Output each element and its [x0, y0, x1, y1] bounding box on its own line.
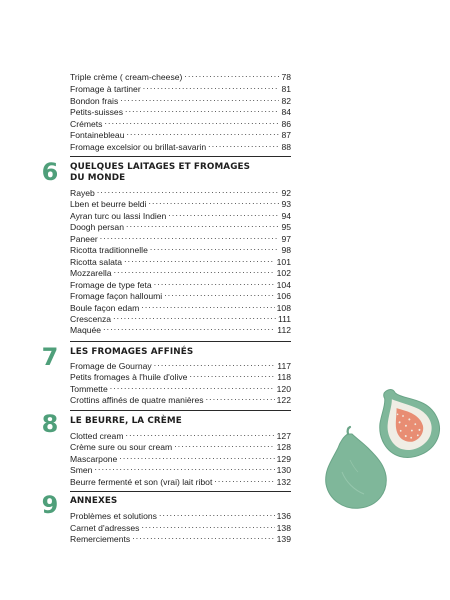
- leader-dots: [184, 69, 279, 80]
- toc-entry[interactable]: [70, 439, 291, 450]
- entry-page: 78: [281, 72, 291, 82]
- entry-title: Remerciements: [70, 534, 131, 544]
- leader-dots: [103, 322, 275, 333]
- entry-title: Crème sure ou sour cream: [70, 442, 173, 452]
- toc-entry[interactable]: [70, 69, 291, 80]
- entry-page: 127: [276, 431, 291, 441]
- chapter-title[interactable]: LES FROMAGES AFFINÉS: [70, 347, 194, 357]
- entry-page: 112: [277, 325, 291, 335]
- toc-entry[interactable]: [70, 139, 291, 150]
- entry-title: Crottins affinés de quatre manières: [70, 395, 204, 405]
- leader-dots: [143, 81, 280, 92]
- leader-dots: [100, 231, 280, 242]
- leader-dots: [154, 358, 276, 369]
- chapter-divider: [70, 491, 291, 492]
- toc-entry[interactable]: [70, 81, 291, 92]
- leader-dots: [148, 196, 279, 207]
- chapter-divider: [70, 156, 291, 157]
- leader-dots: [150, 242, 280, 253]
- toc-entry[interactable]: [70, 508, 291, 519]
- toc-entry[interactable]: [70, 311, 291, 322]
- entry-page: 129: [276, 454, 291, 464]
- entry-page: 101: [276, 257, 291, 267]
- entry-title: Tommette: [70, 384, 108, 394]
- entry-title: Problèmes et solutions: [70, 511, 157, 521]
- entry-page: 102: [276, 268, 291, 278]
- entry-page: 104: [276, 280, 291, 290]
- entry-page: 130: [276, 465, 291, 475]
- leader-dots: [168, 208, 279, 219]
- entry-page: 84: [281, 107, 291, 117]
- leader-dots: [126, 428, 275, 439]
- toc-entry[interactable]: [70, 300, 291, 311]
- leader-dots: [126, 219, 279, 230]
- toc-entry[interactable]: [70, 93, 291, 104]
- chapter-number: 6: [41, 158, 59, 186]
- leader-dots: [110, 381, 275, 392]
- leader-dots: [189, 369, 275, 380]
- entry-title: Petits fromages à l'huile d'olive: [70, 372, 188, 382]
- entry-page: 122: [276, 395, 291, 405]
- toc-entry[interactable]: [70, 322, 291, 333]
- entry-page: 139: [276, 534, 291, 544]
- entry-page: 128: [276, 442, 291, 452]
- entry-page: 111: [277, 314, 291, 324]
- leader-dots: [208, 139, 279, 150]
- leader-dots: [94, 462, 274, 473]
- toc-entry[interactable]: [70, 231, 291, 242]
- leader-dots: [126, 127, 279, 138]
- entry-title: Smen: [70, 465, 93, 475]
- entry-page: 94: [281, 211, 291, 221]
- entry-title: Mascarpone: [70, 454, 118, 464]
- entry-title: Fromage de type feta: [70, 280, 152, 290]
- leader-dots: [154, 277, 275, 288]
- chapter-divider: [70, 341, 291, 342]
- entry-page: 106: [276, 291, 291, 301]
- entry-title: Crescenza: [70, 314, 112, 324]
- leader-dots: [124, 254, 275, 265]
- toc-entry[interactable]: [70, 265, 291, 276]
- toc-entry[interactable]: [70, 358, 291, 369]
- toc-entry[interactable]: [70, 242, 291, 253]
- entry-title: Mozzarella: [70, 268, 112, 278]
- leader-dots: [132, 531, 274, 542]
- toc-entry[interactable]: [70, 451, 291, 462]
- entry-title: Doogh persan: [70, 222, 124, 232]
- leader-dots: [159, 508, 275, 519]
- leader-dots: [125, 104, 279, 115]
- entry-title: Fromage excelsior ou brillat-savarin: [70, 142, 207, 152]
- chapter-number: 8: [41, 410, 59, 438]
- chapter-title[interactable]: ANNEXES: [70, 496, 118, 506]
- entry-title: Rayeb: [70, 188, 95, 198]
- entry-title: Ricotta traditionnelle: [70, 245, 148, 255]
- toc-entry[interactable]: [70, 219, 291, 230]
- entry-page: 136: [276, 511, 291, 521]
- leader-dots: [206, 392, 275, 403]
- leader-dots: [104, 116, 279, 127]
- entry-title: Fromage façon halloumi: [70, 291, 163, 301]
- entry-page: 92: [281, 188, 291, 198]
- chapter-number: 7: [41, 343, 59, 371]
- entry-page: 118: [277, 372, 291, 382]
- leader-dots: [214, 474, 274, 485]
- fig-icon: [320, 372, 445, 514]
- toc-entry[interactable]: [70, 277, 291, 288]
- toc-entry[interactable]: [70, 428, 291, 439]
- entry-page: 86: [281, 119, 291, 129]
- toc-entry[interactable]: [70, 185, 291, 196]
- toc-entry[interactable]: [70, 254, 291, 265]
- entry-title: Bondon frais: [70, 96, 119, 106]
- leader-dots: [97, 185, 280, 196]
- entry-page: 138: [276, 523, 291, 533]
- leader-dots: [174, 439, 274, 450]
- toc-entry[interactable]: [70, 369, 291, 380]
- toc-entry[interactable]: [70, 104, 291, 115]
- entry-title: Clotted cream: [70, 431, 124, 441]
- toc-entry[interactable]: [70, 288, 291, 299]
- toc-entry[interactable]: [70, 381, 291, 392]
- entry-title: Boule façon edam: [70, 303, 140, 313]
- entry-page: 120: [276, 384, 291, 394]
- leader-dots: [113, 311, 276, 322]
- entry-title: Fromage de Gournay: [70, 361, 152, 371]
- toc-entry[interactable]: [70, 127, 291, 138]
- chapter-number: 9: [41, 491, 59, 519]
- entry-page: 81: [281, 84, 291, 94]
- toc-entry[interactable]: [70, 116, 291, 127]
- chapter-title-line2[interactable]: DU MONDE: [70, 173, 126, 183]
- entry-title: Paneer: [70, 234, 98, 244]
- entry-page: 82: [281, 96, 291, 106]
- toc-entry[interactable]: [70, 531, 291, 542]
- chapter-divider: [70, 410, 291, 411]
- toc-entry[interactable]: [70, 474, 291, 485]
- entry-title: Carnet d'adresses: [70, 523, 140, 533]
- entry-page: 95: [281, 222, 291, 232]
- entry-title: Triple crème ( cream-cheese): [70, 72, 183, 82]
- toc-entry[interactable]: [70, 196, 291, 207]
- leader-dots: [141, 300, 274, 311]
- leader-dots: [114, 265, 275, 276]
- entry-page: 98: [281, 245, 291, 255]
- entry-page: 97: [281, 234, 291, 244]
- entry-page: 132: [276, 477, 291, 487]
- toc-entry[interactable]: [70, 392, 291, 403]
- toc-entry[interactable]: [70, 462, 291, 473]
- figs-illustration: [320, 372, 445, 519]
- entry-title: Maquée: [70, 325, 102, 335]
- entry-title: Crémets: [70, 119, 103, 129]
- entry-page: 88: [281, 142, 291, 152]
- entry-title: Beurre fermenté et son (vrai) lait ribot: [70, 477, 213, 487]
- entry-title: Petits-suisses: [70, 107, 124, 117]
- entry-page: 117: [277, 361, 291, 371]
- leader-dots: [119, 451, 274, 462]
- toc-entry[interactable]: [70, 520, 291, 531]
- entry-title: Ricotta salata: [70, 257, 123, 267]
- entry-page: 87: [281, 130, 291, 140]
- leader-dots: [141, 520, 274, 531]
- entry-title: Fontainebleau: [70, 130, 125, 140]
- leader-dots: [120, 93, 279, 104]
- entry-title: Lben et beurre beldi: [70, 199, 147, 209]
- leader-dots: [164, 288, 274, 299]
- entry-title: Ayran turc ou lassi Indien: [70, 211, 167, 221]
- entry-page: 93: [281, 199, 291, 209]
- toc-entry[interactable]: [70, 208, 291, 219]
- entry-page: 108: [276, 303, 291, 313]
- entry-title: Fromage à tartiner: [70, 84, 141, 94]
- chapter-title[interactable]: LE BEURRE, LA CRÈME: [70, 416, 182, 426]
- chapter-title[interactable]: QUELQUES LAITAGES ET FROMAGES: [70, 162, 251, 172]
